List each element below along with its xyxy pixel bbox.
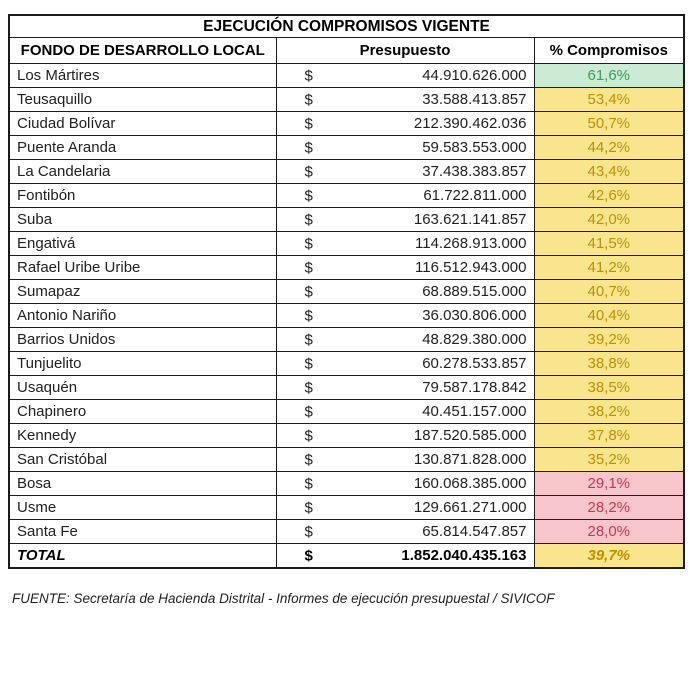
table-row xyxy=(9,520,684,544)
currency-symbol: $ xyxy=(304,331,313,348)
fondo-cell: Antonio Nariño xyxy=(9,304,276,328)
table-row xyxy=(9,208,684,232)
table-row xyxy=(9,472,684,496)
presupuesto-cell xyxy=(276,352,534,376)
presupuesto-value: 163.621.141.857 xyxy=(413,211,527,228)
presupuesto-cell xyxy=(276,136,534,160)
fondo-cell: Barrios Unidos xyxy=(9,328,276,352)
currency-symbol: $ xyxy=(304,451,313,468)
compromisos-pct-cell: 41,5% xyxy=(534,232,684,256)
compromisos-pct-cell: 37,8% xyxy=(534,424,684,448)
compromisos-pct-cell: 28,0% xyxy=(534,520,684,544)
presupuesto-cell xyxy=(276,160,534,184)
table-row xyxy=(9,400,684,424)
compromisos-pct-cell: 41,2% xyxy=(534,256,684,280)
currency-symbol: $ xyxy=(304,355,313,372)
fondo-cell: Usme xyxy=(9,496,276,520)
presupuesto-cell xyxy=(276,64,534,88)
table-row xyxy=(9,256,684,280)
currency-symbol: $ xyxy=(304,163,313,180)
fondo-cell: San Cristóbal xyxy=(9,448,276,472)
presupuesto-cell xyxy=(276,184,534,208)
presupuesto-cell xyxy=(276,256,534,280)
presupuesto-value: 68.889.515.000 xyxy=(422,283,527,300)
table-row xyxy=(9,232,684,256)
column-header-row xyxy=(9,38,684,64)
presupuesto-cell xyxy=(276,376,534,400)
col-header-compromisos: % Compromisos xyxy=(534,38,684,64)
fondo-cell: La Candelaria xyxy=(9,160,276,184)
currency-symbol: $ xyxy=(304,475,313,492)
compromisos-pct-cell: 53,4% xyxy=(534,88,684,112)
compromisos-pct-cell: 42,0% xyxy=(534,208,684,232)
presupuesto-value: 65.814.547.857 xyxy=(422,523,527,540)
compromisos-pct-cell: 43,4% xyxy=(534,160,684,184)
currency-symbol: $ xyxy=(304,379,313,396)
presupuesto-cell xyxy=(276,400,534,424)
currency-symbol: $ xyxy=(304,91,313,108)
presupuesto-cell xyxy=(276,424,534,448)
fondo-cell: Teusaquillo xyxy=(9,88,276,112)
table-row xyxy=(9,160,684,184)
currency-symbol: $ xyxy=(304,115,313,132)
fondo-cell: Usaquén xyxy=(9,376,276,400)
col-header-presupuesto: Presupuesto xyxy=(276,38,534,64)
table-row xyxy=(9,64,684,88)
compromisos-pct-cell: 38,5% xyxy=(534,376,684,400)
presupuesto-cell xyxy=(276,208,534,232)
presupuesto-value: 187.520.585.000 xyxy=(413,427,527,444)
presupuesto-value: 130.871.828.000 xyxy=(413,451,527,468)
compromisos-pct-cell: 39,7% xyxy=(534,544,684,569)
presupuesto-value: 1.852.040.435.163 xyxy=(401,547,527,564)
fondo-cell: Sumapaz xyxy=(9,280,276,304)
fondo-cell: Engativá xyxy=(9,232,276,256)
compromisos-pct-cell: 29,1% xyxy=(534,472,684,496)
fondo-cell: Suba xyxy=(9,208,276,232)
fondo-cell: Rafael Uribe Uribe xyxy=(9,256,276,280)
presupuesto-value: 212.390.462.036 xyxy=(413,115,527,132)
currency-symbol: $ xyxy=(304,235,313,252)
presupuesto-value: 44.910.626.000 xyxy=(422,67,527,84)
compromisos-pct-cell: 42,6% xyxy=(534,184,684,208)
fondo-cell: Tunjuelito xyxy=(9,352,276,376)
presupuesto-cell xyxy=(276,448,534,472)
table-row xyxy=(9,424,684,448)
presupuesto-cell xyxy=(276,88,534,112)
table-body xyxy=(9,64,684,569)
col-header-fondo: FONDO DE DESARROLLO LOCAL xyxy=(9,38,276,64)
table-row xyxy=(9,280,684,304)
compromisos-pct-cell: 39,2% xyxy=(534,328,684,352)
fondo-cell: Chapinero xyxy=(9,400,276,424)
table-title-row xyxy=(9,15,684,38)
presupuesto-value: 61.722.811.000 xyxy=(423,187,527,204)
table-row xyxy=(9,136,684,160)
presupuesto-value: 79.587.178.842 xyxy=(422,379,527,396)
presupuesto-cell xyxy=(276,496,534,520)
currency-symbol: $ xyxy=(304,283,313,300)
fondo-cell: Kennedy xyxy=(9,424,276,448)
currency-symbol: $ xyxy=(304,499,313,516)
table-row xyxy=(9,184,684,208)
compromisos-pct-cell: 61,6% xyxy=(534,64,684,88)
source-note: FUENTE: Secretaría de Hacienda Distrital - Informes de ejecución presupuestal / SIVICOF xyxy=(12,591,555,606)
presupuesto-cell xyxy=(276,304,534,328)
compromisos-pct-cell: 40,7% xyxy=(534,280,684,304)
fondo-cell: Fontibón xyxy=(9,184,276,208)
currency-symbol: $ xyxy=(304,307,313,324)
compromisos-pct-cell: 38,8% xyxy=(534,352,684,376)
fondo-cell: Santa Fe xyxy=(9,520,276,544)
currency-symbol: $ xyxy=(304,403,313,420)
presupuesto-value: 59.583.553.000 xyxy=(422,139,527,156)
currency-symbol: $ xyxy=(304,259,313,276)
currency-symbol: $ xyxy=(304,139,313,156)
presupuesto-value: 114.268.913.000 xyxy=(415,235,527,252)
currency-symbol: $ xyxy=(304,187,313,204)
table-row xyxy=(9,352,684,376)
ejecucion-compromisos-table xyxy=(8,14,685,569)
table-row xyxy=(9,112,684,136)
table-row xyxy=(9,304,684,328)
presupuesto-cell xyxy=(276,328,534,352)
currency-symbol: $ xyxy=(304,547,313,564)
currency-symbol: $ xyxy=(304,67,313,84)
fondo-cell: Los Mártires xyxy=(9,64,276,88)
presupuesto-value: 160.068.385.000 xyxy=(413,475,527,492)
presupuesto-cell xyxy=(276,472,534,496)
compromisos-pct-cell: 40,4% xyxy=(534,304,684,328)
compromisos-pct-cell: 35,2% xyxy=(534,448,684,472)
presupuesto-value: 60.278.533.857 xyxy=(422,355,527,372)
table-row xyxy=(9,88,684,112)
presupuesto-value: 40.451.157.000 xyxy=(422,403,527,420)
table-row xyxy=(9,328,684,352)
fondo-cell: Bosa xyxy=(9,472,276,496)
presupuesto-value: 33.588.413.857 xyxy=(422,91,527,108)
compromisos-pct-cell: 28,2% xyxy=(534,496,684,520)
fondo-cell: Puente Aranda xyxy=(9,136,276,160)
presupuesto-cell xyxy=(276,112,534,136)
presupuesto-value: 36.030.806.000 xyxy=(422,307,527,324)
presupuesto-value: 48.829.380.000 xyxy=(422,331,527,348)
currency-symbol: $ xyxy=(304,523,313,540)
table-title: EJECUCIÓN COMPROMISOS VIGENTE xyxy=(9,15,684,38)
currency-symbol: $ xyxy=(304,427,313,444)
table-row xyxy=(9,448,684,472)
compromisos-pct-cell: 50,7% xyxy=(534,112,684,136)
presupuesto-cell xyxy=(276,544,534,569)
presupuesto-value: 116.512.943.000 xyxy=(415,259,527,276)
presupuesto-value: 37.438.383.857 xyxy=(422,163,527,180)
fondo-cell: Ciudad Bolívar xyxy=(9,112,276,136)
currency-symbol: $ xyxy=(304,211,313,228)
presupuesto-cell xyxy=(276,520,534,544)
table-row xyxy=(9,496,684,520)
presupuesto-cell xyxy=(276,232,534,256)
compromisos-pct-cell: 38,2% xyxy=(534,400,684,424)
total-label: TOTAL xyxy=(9,544,276,569)
presupuesto-cell xyxy=(276,280,534,304)
total-row xyxy=(9,544,684,569)
presupuesto-value: 129.661.271.000 xyxy=(413,499,527,516)
compromisos-pct-cell: 44,2% xyxy=(534,136,684,160)
table-row xyxy=(9,376,684,400)
